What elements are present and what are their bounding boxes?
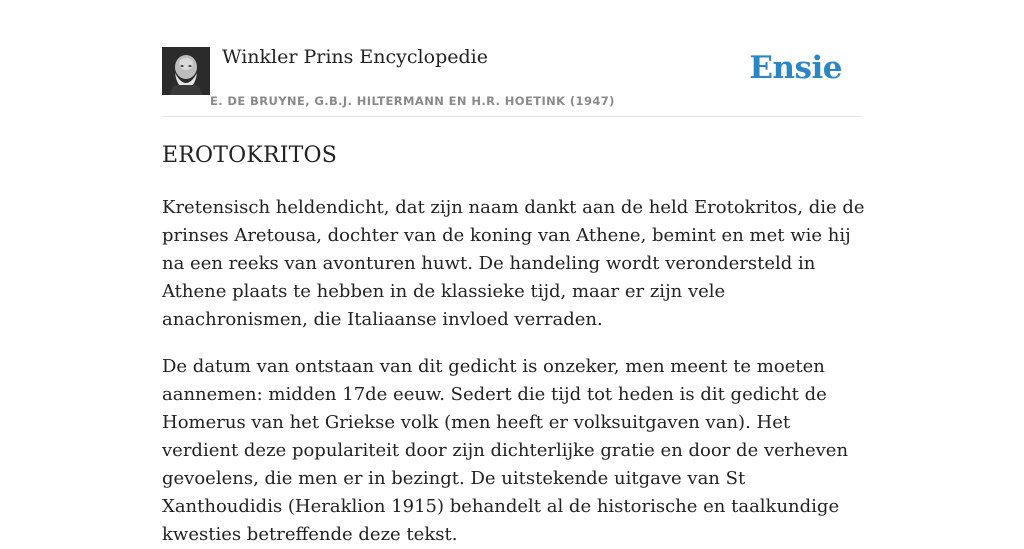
page (162, 0, 865, 549)
article-paragraph: De datum van ontstaan van dit gedicht is onzeker, men meent te moeten aannemen: midden 17de eeuw. Sedert die tijd tot heden is dit gedicht de Homerus van het Griekse volk (men heeft er volksuitgaven van). Het verdient deze populariteit door zijn dichterlijke gratie en door de verheven gevoelens, die men er in bezingt. De uitstekende uitgave van St Xanthoudidis (Heraklion 1915) behandelt al de historische en taalkundige kwesties betreffende deze tekst. (162, 356, 849, 545)
article-paragraph: Kretensisch heldendicht, dat zijn naam dankt aan de held Erotokritos, die de prinses Aretousa, dochter van de koning van Athene, bemint en met wie hij na een reeks van avonturen huwt. De handeling wordt verondersteld in Athene plaats te hebben in de klassieke tijd, maar er zijn vele anachronismen, die Italiaanse invloed verraden. (162, 197, 865, 330)
article-title: EROTOKRITOS (162, 143, 338, 168)
source-title[interactable]: Winkler Prins Encyclopedie (222, 46, 488, 68)
author-avatar[interactable] (162, 47, 210, 95)
source-header (162, 0, 862, 117)
portrait-image (162, 47, 210, 95)
source-authors: E. DE BRUYNE, G.B.J. HILTERMANN EN H.R. HOETINK (1947) (210, 94, 615, 108)
ensie-logo[interactable]: Ensie (749, 50, 842, 86)
